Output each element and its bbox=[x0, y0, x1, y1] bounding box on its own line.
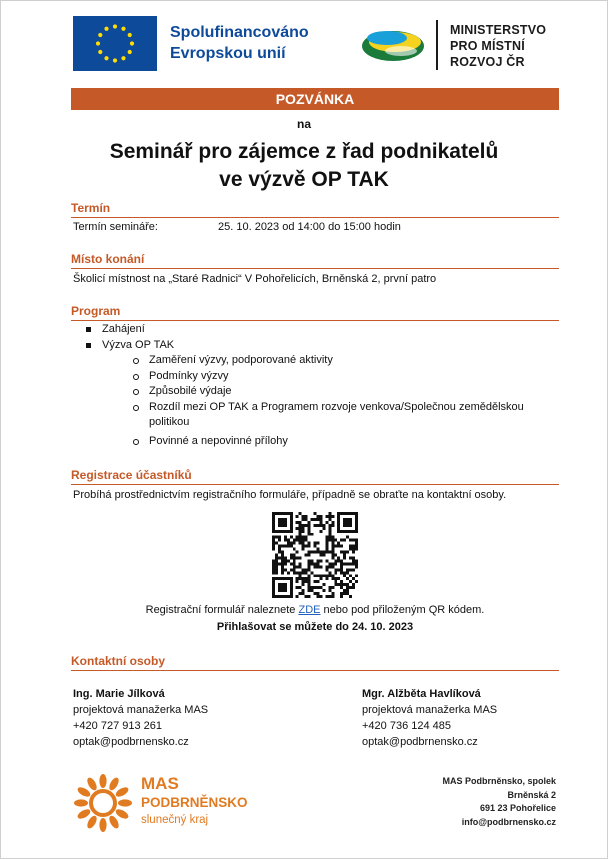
eu-star-icon bbox=[128, 33, 132, 37]
termin-label: Termín semináře: bbox=[73, 221, 158, 233]
program-list bbox=[85, 322, 549, 449]
sun-ray-icon bbox=[85, 814, 98, 830]
eu-star-icon bbox=[104, 27, 108, 31]
sun-ray-icon bbox=[114, 785, 130, 798]
registration-qr-code[interactable] bbox=[272, 512, 358, 598]
footer-addr-line[interactable]: info@podbrnensko.cz bbox=[461, 816, 556, 827]
mas-name-line1: MAS bbox=[141, 774, 179, 793]
sun-ray-icon bbox=[85, 776, 98, 792]
eu-text-line2: Evropskou unií bbox=[170, 45, 286, 62]
mmr-text bbox=[450, 22, 546, 70]
form-text-pre: Registrační formulář naleznete bbox=[145, 604, 296, 616]
contact-role: projektová manažerka MAS bbox=[73, 704, 209, 716]
registration-deadline: Přihlašovat se můžete do 24. 10. 2023 bbox=[216, 621, 414, 633]
eu-star-icon bbox=[113, 24, 117, 28]
sun-ray-icon bbox=[118, 799, 132, 806]
sun-ray-icon bbox=[76, 785, 92, 798]
contact-phone: +420 736 124 485 bbox=[362, 720, 452, 732]
registrace-text: Probíhá prostřednictvím registračního formuláře, případně se obraťte na kontaktní osoby. bbox=[73, 489, 507, 501]
program-sub-item: Podmínky výzvy bbox=[132, 369, 549, 385]
program-item-label: Výzva OP TAK bbox=[102, 338, 175, 351]
eu-star-icon bbox=[98, 33, 102, 37]
misto-value: Školicí místnost na „Staré Radnici“ V Pohořelicích, Brněnská 2, první patro bbox=[73, 273, 437, 285]
footer-addr-line: MAS Podbrněnsko, spolek bbox=[442, 776, 556, 786]
eu-text-line1: Spolufinancováno bbox=[170, 24, 309, 41]
eu-star-icon bbox=[96, 41, 100, 45]
invitation-banner: POZVÁNKA bbox=[71, 88, 559, 110]
sun-ray-icon bbox=[76, 807, 92, 820]
contact-role: projektová manažerka MAS bbox=[362, 704, 498, 716]
footer-addr-line: 691 23 Pohořelice bbox=[479, 803, 556, 813]
mmr-line1: MINISTERSTVO bbox=[450, 23, 547, 37]
eu-star-icon bbox=[121, 56, 125, 60]
eu-star-icon bbox=[104, 56, 108, 60]
contact-card bbox=[362, 686, 497, 750]
section-misto-heading: Místo konání bbox=[71, 252, 559, 269]
program-sub-item: Povinné a nepovinné přílohy bbox=[132, 434, 549, 450]
eu-star-icon bbox=[98, 50, 102, 54]
mas-sun-logo-icon bbox=[72, 772, 134, 834]
sun-ray-icon bbox=[114, 807, 130, 820]
contact-phone: +420 727 913 261 bbox=[73, 720, 163, 732]
program-sub-item: Rozdíl mezi OP TAK a Programem rozvoje venkova/Společnou zemědělskou politikou bbox=[132, 400, 549, 431]
eu-star-icon bbox=[113, 58, 117, 62]
program-sub-item: Zaměření výzvy, podporované aktivity bbox=[132, 353, 549, 369]
page-title bbox=[40, 138, 568, 194]
mas-name-line2: PODBRNĚNSKO bbox=[141, 795, 248, 810]
eu-cofinancing-text bbox=[170, 22, 309, 64]
mmr-line2: PRO MÍSTNÍ bbox=[450, 39, 525, 53]
program-item-label: Zahájení bbox=[102, 323, 145, 335]
section-program-heading: Program bbox=[71, 304, 559, 321]
eu-star-icon bbox=[121, 27, 125, 31]
title-line1: Seminář pro zájemce z řad podnikatelů bbox=[109, 140, 499, 163]
mmr-logo-icon bbox=[361, 24, 425, 64]
section-registrace-heading: Registrace účastníků bbox=[71, 468, 559, 485]
contact-email[interactable]: optak@podbrnensko.cz bbox=[362, 736, 478, 748]
sun-ray-icon bbox=[107, 776, 120, 792]
na-text: na bbox=[296, 117, 311, 131]
termin-value: 25. 10. 2023 od 14:00 do 15:00 hodin bbox=[218, 221, 401, 233]
program-sub-list bbox=[102, 353, 549, 449]
registration-form-line bbox=[71, 603, 559, 618]
contact-email[interactable]: optak@podbrnensko.cz bbox=[73, 736, 189, 748]
section-termin-heading: Termín bbox=[71, 201, 559, 218]
sun-ray-icon bbox=[107, 814, 120, 830]
sun-ray-icon bbox=[74, 799, 88, 806]
mmr-separator bbox=[436, 20, 438, 70]
form-text-post: nebo pod přiloženým QR kódem. bbox=[323, 604, 485, 616]
footer-address bbox=[442, 775, 556, 829]
mas-name bbox=[141, 774, 248, 812]
contact-card bbox=[73, 686, 208, 750]
section-kontakty-heading: Kontaktní osoby bbox=[71, 654, 559, 671]
eu-star-icon bbox=[128, 50, 132, 54]
eu-star-icon bbox=[130, 41, 134, 45]
registration-form-link[interactable]: ZDE bbox=[298, 604, 321, 616]
program-sub-item: Způsobilé výdaje bbox=[132, 384, 549, 400]
sun-ray-icon bbox=[99, 774, 106, 788]
title-line2: ve výzvě OP TAK bbox=[219, 168, 389, 191]
eu-flag-icon bbox=[73, 16, 157, 71]
mas-tagline: slunečný kraj bbox=[141, 814, 209, 826]
footer-addr-line: Brněnská 2 bbox=[507, 789, 556, 800]
sun-ray-icon bbox=[99, 818, 106, 832]
program-item-zahajeni bbox=[85, 322, 549, 338]
program-item-vyzva bbox=[85, 338, 549, 450]
contact-name: Ing. Marie Jílková bbox=[73, 688, 165, 700]
mmr-line3: ROZVOJ ČR bbox=[450, 55, 525, 69]
contact-name: Mgr. Alžběta Havlíková bbox=[362, 688, 481, 700]
